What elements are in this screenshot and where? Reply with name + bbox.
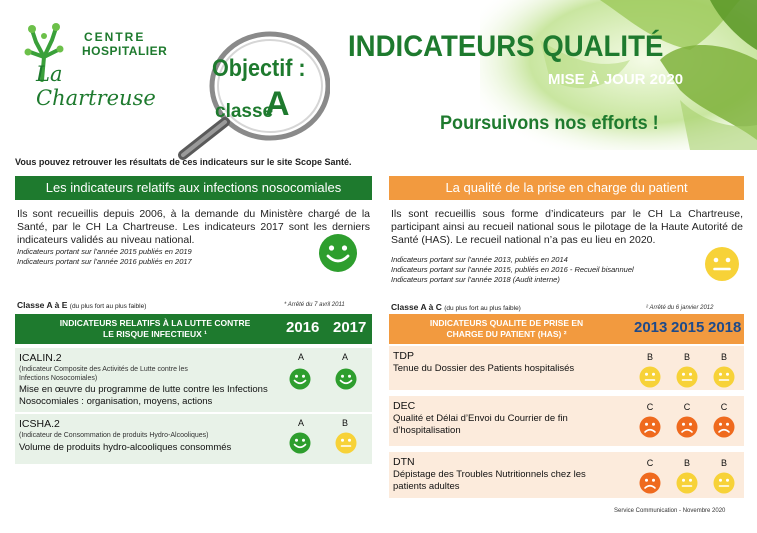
right-header-line2: CHARGE DU PATIENT (HAS) ² [446, 329, 567, 339]
grade: A [297, 352, 304, 362]
grade: A [297, 418, 304, 428]
left-year-2: 2017 [333, 319, 367, 336]
grade: B [720, 352, 727, 362]
logo-line1: CENTRE [84, 30, 146, 44]
left-classe [17, 300, 146, 310]
row-code: TDP [393, 350, 414, 362]
left-paragraph: Ils sont recueillis depuis 2006, à la demande du Ministère chargé de la Santé, par le CH La Chartreuse. Les indicateurs 2017 sont les derniers indicateurs validés au niveau national. [17, 208, 370, 246]
smiley-neutral-icon [713, 366, 735, 388]
row-code: DTN [393, 456, 415, 468]
smiley-happy-icon [289, 432, 311, 454]
table-row [389, 396, 744, 446]
left-year-1: 2016 [286, 319, 320, 336]
smiley-neutral-icon [676, 366, 698, 388]
left-header-line2: LE RISQUE INFECTIEUX ¹ [103, 329, 207, 339]
right-header-line1: INDICATEURS QUALITE DE PRISE EN [429, 318, 584, 328]
logo-line3: La Chartreuse [36, 62, 156, 110]
grade: C [646, 458, 654, 468]
left-classe-small: (du plus fort au plus faible) [69, 303, 147, 310]
smiley-neutral-icon [713, 472, 735, 494]
smiley-neutral-icon [676, 472, 698, 494]
left-section-band: Les indicateurs relatifs aux infections nosocomiales [15, 176, 372, 200]
grade: B [720, 458, 727, 468]
right-paragraph: Ils sont recueillis sous forme d’indicateurs par le CH La Chartreuse, participant ainsi au recueil national sous le pilotage de la Haute Autorité de Santé (HAS). Le recueil national n’a pas eu lieu en 2020. [391, 208, 743, 246]
smiley-sad-icon [639, 472, 661, 494]
table-row [15, 348, 372, 412]
row-desc-2: Nosocomiales : organisation, moyens, actions [19, 396, 213, 407]
right-note-1: Indicateurs portant sur l’année 2013, publiés en 2014 [391, 255, 568, 264]
right-classe-small: (du plus fort au plus faible) [444, 305, 521, 312]
left-header-line1: INDICATEURS RELATIFS À LA LUTTE CONTRE [59, 318, 251, 328]
smiley-happy-icon [289, 368, 311, 390]
table-row [389, 452, 744, 498]
right-year-3: 2018 [708, 319, 742, 336]
row-desc-1: Qualité et Délai d’Envoi du Courrier de fin [393, 413, 568, 424]
row-desc-1: Tenue du Dossier des Patients hospitalisés [393, 363, 575, 374]
right-table-header [389, 314, 744, 344]
smiley-happy-icon [318, 233, 358, 273]
left-arrete: * Arrêté du 7 avril 2011 [284, 302, 345, 308]
left-classe-text: Classe A à E [17, 300, 68, 310]
grade: B [683, 458, 690, 468]
grade: B [646, 352, 653, 362]
page-title: INDICATEURS QUALITÉ [348, 30, 664, 63]
objective-classe: classe [215, 101, 274, 122]
right-section-band: La qualité de la prise en charge du patient [389, 176, 744, 200]
left-table-header [15, 314, 372, 344]
intro-text: Vous pouvez retrouver les résultats de ces indicateurs sur le site Scope Santé. [15, 157, 352, 167]
right-classe [391, 302, 521, 312]
row-desc-1: Volume de produits hydro-alcooliques consommés [19, 442, 232, 453]
grade: C [646, 402, 654, 412]
smiley-neutral-icon [639, 366, 661, 388]
smiley-sad-icon [713, 416, 735, 438]
row-desc-2: d’hospitalisation [393, 425, 461, 436]
page-subtitle: MISE À JOUR 2020 [548, 71, 684, 88]
row-sub-2: Infections Nosocomiales) [19, 375, 98, 382]
row-sub-1: (Indicateur de Consommation de produits Hydro-Alcooliques) [19, 432, 209, 439]
left-note-2: Indicateurs portant sur l’année 2016 publiés en 2017 [17, 257, 192, 266]
smiley-neutral-icon [704, 246, 740, 282]
table-row [15, 414, 372, 464]
right-classe-text: Classe A à C [391, 302, 442, 312]
right-year-1: 2013 [634, 319, 668, 336]
smiley-happy-icon [335, 368, 357, 390]
row-desc-1: Mise en œuvre du programme de lutte contre les Infections [19, 384, 268, 395]
right-year-2: 2015 [671, 319, 705, 336]
row-code: ICALIN.2 [19, 352, 62, 364]
row-desc-2: patients adultes [393, 481, 460, 492]
right-note-2: Indicateurs portant sur l’année 2015, publiés en 2016 - Recueil bisannuel [391, 265, 634, 274]
hospital-logo [14, 22, 168, 117]
magnifier-icon [175, 30, 330, 160]
objective-label: Objectif : [212, 55, 306, 82]
row-code: DEC [393, 400, 416, 412]
objective-grade: A [265, 85, 290, 123]
row-desc-1: Dépistage des Troubles Nutritionnels chez les [393, 469, 586, 480]
footer-credit: Service Communication - Novembre 2020 [614, 508, 726, 514]
row-sub-1: (Indicateur Composite des Activités de Lutte contre les [19, 366, 188, 373]
right-arrete: ² Arrêté du 6 janvier 2012 [646, 305, 714, 311]
grade: C [683, 402, 691, 412]
smiley-sad-icon [639, 416, 661, 438]
grade: B [683, 352, 690, 362]
right-note-3: Indicateurs portant sur l’année 2018 (Audit interne) [391, 275, 560, 284]
slogan: Poursuivons nos efforts ! [440, 113, 659, 134]
smiley-neutral-icon [335, 432, 357, 454]
logo-line2: HOSPITALIER [82, 44, 168, 58]
table-row [389, 346, 744, 390]
grade: B [341, 418, 348, 428]
grade: A [341, 352, 348, 362]
grade: C [720, 402, 728, 412]
smiley-sad-icon [676, 416, 698, 438]
left-note-1: Indicateurs portant sur l’année 2015 publiés en 2019 [17, 247, 192, 256]
row-code: ICSHA.2 [19, 418, 60, 430]
